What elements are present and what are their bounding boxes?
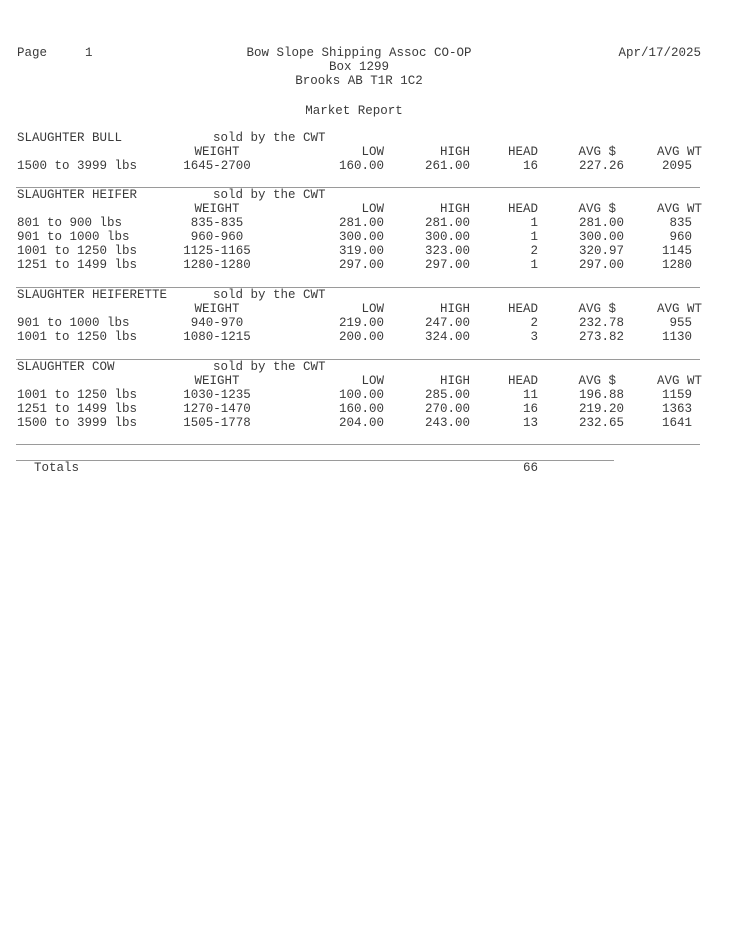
org-name: Bow Slope Shipping Assoc CO-OP [246, 46, 472, 60]
weight-range-cell: 1251 to 1499 lbs [17, 258, 138, 272]
high-price-cell: 281.00 [424, 216, 470, 230]
column-header-row [0, 374, 738, 388]
weight-cell: 960-960 [190, 230, 244, 244]
avg-price-cell: 297.00 [578, 258, 624, 272]
head-header: HEAD [507, 202, 538, 216]
totals-label: Totals [34, 461, 80, 475]
section-title: SLAUGHTER HEIFER [17, 188, 138, 202]
weight-range-cell: 1001 to 1250 lbs [17, 388, 138, 402]
high-price-cell: 243.00 [424, 416, 470, 430]
column-header-row [0, 145, 738, 159]
high-price-cell: 300.00 [424, 230, 470, 244]
weight-cell: 1270-1470 [183, 402, 251, 416]
weight-cell: 940-970 [190, 316, 244, 330]
head-count-cell: 1 [530, 258, 538, 272]
high-price-cell: 285.00 [424, 388, 470, 402]
high-price-cell: 247.00 [424, 316, 470, 330]
address-line-2: Brooks AB T1R 1C2 [295, 74, 423, 88]
table-row [0, 244, 738, 258]
head-count-cell: 11 [522, 388, 538, 402]
low-price-cell: 281.00 [338, 216, 384, 230]
report-date: Apr/17/2025 [618, 46, 701, 60]
page-number: 1 [85, 46, 93, 60]
table-row [0, 258, 738, 272]
avg-price-cell: 320.97 [578, 244, 624, 258]
head-count-cell: 16 [522, 159, 538, 173]
weight-range-cell: 1001 to 1250 lbs [17, 244, 138, 258]
low-header: LOW [361, 145, 384, 159]
avg-weight-cell: 1363 [661, 402, 692, 416]
avg-weight-header: AVG WT [656, 302, 702, 316]
head-count-cell: 13 [522, 416, 538, 430]
low-price-cell: 219.00 [338, 316, 384, 330]
weight-cell: 1030-1235 [183, 388, 251, 402]
low-header: LOW [361, 302, 384, 316]
low-price-cell: 200.00 [338, 330, 384, 344]
weight-range-cell: 1251 to 1499 lbs [17, 402, 138, 416]
sold-by-label: sold by the CWT [213, 188, 326, 202]
head-count-cell: 2 [530, 244, 538, 258]
table-row [0, 216, 738, 230]
weight-cell: 1280-1280 [183, 258, 251, 272]
table-row [0, 316, 738, 330]
high-price-cell: 297.00 [424, 258, 470, 272]
avg-weight-cell: 1641 [661, 416, 692, 430]
low-price-cell: 160.00 [338, 402, 384, 416]
head-count-cell: 1 [530, 216, 538, 230]
avg-price-cell: 196.88 [578, 388, 624, 402]
totals-head: 66 [522, 461, 538, 475]
weight-range-cell: 1500 to 3999 lbs [17, 159, 138, 173]
high-header: HIGH [439, 202, 470, 216]
section-title: SLAUGHTER COW [17, 360, 115, 374]
head-count-cell: 3 [530, 330, 538, 344]
sold-by-label: sold by the CWT [213, 360, 326, 374]
avg-price-cell: 232.65 [578, 416, 624, 430]
weight-header: WEIGHT [194, 145, 240, 159]
avg-price-cell: 300.00 [578, 230, 624, 244]
high-price-cell: 323.00 [424, 244, 470, 258]
weight-range-cell: 1001 to 1250 lbs [17, 330, 138, 344]
avg-weight-cell: 955 [669, 316, 692, 330]
low-price-cell: 300.00 [338, 230, 384, 244]
avg-weight-cell: 2095 [661, 159, 692, 173]
table-row [0, 402, 738, 416]
table-row [0, 416, 738, 430]
table-row [0, 159, 738, 173]
table-row [0, 330, 738, 344]
sold-by-label: sold by the CWT [213, 131, 326, 145]
low-price-cell: 297.00 [338, 258, 384, 272]
address-line-1: Box 1299 [328, 60, 389, 74]
avg-price-header: AVG $ [578, 302, 616, 316]
section-title: SLAUGHTER HEIFERETTE [17, 288, 168, 302]
section-title: SLAUGHTER BULL [17, 131, 123, 145]
page-label: Page [17, 46, 48, 60]
report-title: Market Report [305, 104, 403, 118]
weight-header: WEIGHT [194, 302, 240, 316]
weight-range-cell: 901 to 1000 lbs [17, 230, 130, 244]
avg-price-header: AVG $ [578, 145, 616, 159]
avg-weight-header: AVG WT [656, 374, 702, 388]
weight-header: WEIGHT [194, 202, 240, 216]
avg-price-header: AVG $ [578, 374, 616, 388]
low-price-cell: 204.00 [338, 416, 384, 430]
table-row [0, 230, 738, 244]
avg-price-header: AVG $ [578, 202, 616, 216]
avg-weight-cell: 1130 [661, 330, 692, 344]
low-price-cell: 160.00 [338, 159, 384, 173]
avg-price-cell: 227.26 [578, 159, 624, 173]
weight-cell: 1505-1778 [183, 416, 251, 430]
weight-header: WEIGHT [194, 374, 240, 388]
avg-weight-cell: 960 [669, 230, 692, 244]
weight-range-cell: 901 to 1000 lbs [17, 316, 130, 330]
low-header: LOW [361, 374, 384, 388]
avg-weight-cell: 1280 [661, 258, 692, 272]
high-price-cell: 261.00 [424, 159, 470, 173]
column-header-row [0, 202, 738, 216]
table-row [0, 388, 738, 402]
low-price-cell: 100.00 [338, 388, 384, 402]
avg-weight-cell: 835 [669, 216, 692, 230]
avg-weight-header: AVG WT [656, 202, 702, 216]
column-header-row [0, 302, 738, 316]
high-price-cell: 324.00 [424, 330, 470, 344]
weight-cell: 835-835 [190, 216, 244, 230]
avg-price-cell: 219.20 [578, 402, 624, 416]
avg-weight-cell: 1159 [661, 388, 692, 402]
avg-price-cell: 273.82 [578, 330, 624, 344]
avg-weight-header: AVG WT [656, 145, 702, 159]
weight-range-cell: 801 to 900 lbs [17, 216, 123, 230]
head-count-cell: 16 [522, 402, 538, 416]
head-header: HEAD [507, 302, 538, 316]
avg-price-cell: 232.78 [578, 316, 624, 330]
avg-weight-cell: 1145 [661, 244, 692, 258]
low-header: LOW [361, 202, 384, 216]
high-header: HIGH [439, 145, 470, 159]
weight-cell: 1080-1215 [183, 330, 251, 344]
head-header: HEAD [507, 145, 538, 159]
sold-by-label: sold by the CWT [213, 288, 326, 302]
section-divider [16, 444, 700, 445]
high-price-cell: 270.00 [424, 402, 470, 416]
head-count-cell: 2 [530, 316, 538, 330]
head-header: HEAD [507, 374, 538, 388]
head-count-cell: 1 [530, 230, 538, 244]
section-divider [16, 359, 700, 360]
low-price-cell: 319.00 [338, 244, 384, 258]
weight-range-cell: 1500 to 3999 lbs [17, 416, 138, 430]
high-header: HIGH [439, 302, 470, 316]
weight-cell: 1125-1165 [183, 244, 251, 258]
weight-cell: 1645-2700 [183, 159, 251, 173]
avg-price-cell: 281.00 [578, 216, 624, 230]
high-header: HIGH [439, 374, 470, 388]
